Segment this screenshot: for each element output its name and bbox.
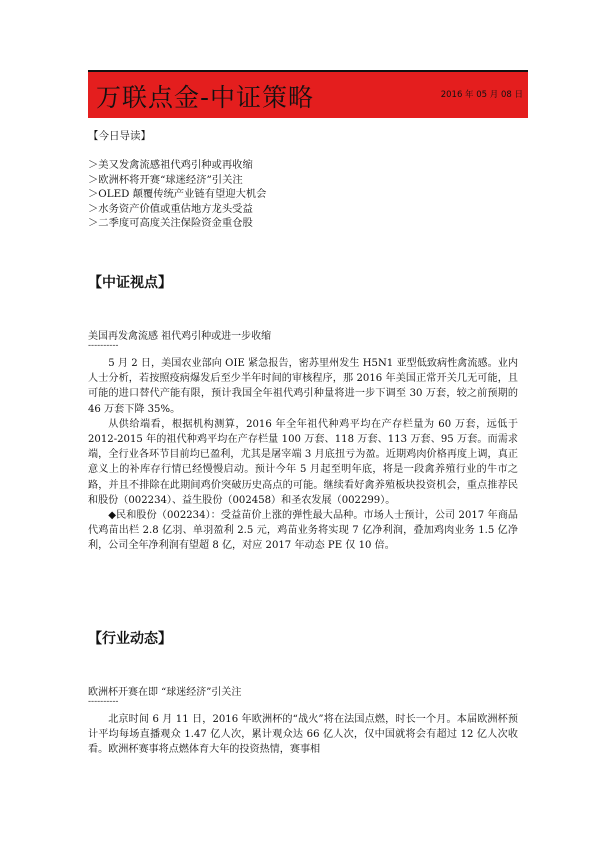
article-body — [88, 712, 518, 758]
paragraph: ◆民和股份（002234）：受益苗价上涨的弹性最大品种。市场人士预计，公司 2017 年商品代鸡苗出栏 2.8 亿羽、单羽盈利 2.5 元，鸡苗业务将实现 7 亿净利润，叠加鸡肉业务 1.5 亿净利，公司全年净利润有望超 8 亿，对应 2017 年动态 PE 仅 10 倍。 — [88, 510, 518, 552]
paragraph: 北京时间 6 月 11 日，2016 年欧洲杯的“战火”将在法国点燃，时长一个月。本届欧洲杯预计平均每场直播观众 1.47 亿人次，累计观众达 66 亿人次，仅中国就将会有超过 12 亿人次收看。欧洲杯赛事将点燃体育大年的投资热情，赛事相 — [88, 714, 518, 756]
article-rule: ---------- — [88, 341, 119, 351]
toc-item: ＞水务资产价值或重估地方龙头受益 — [88, 202, 253, 215]
report-title: 万联点金-中证策略 — [96, 83, 315, 112]
section-title-industry: 【行业动态】 — [88, 631, 172, 647]
toc-heading: 【今日导读】 — [88, 130, 151, 142]
report-date: 2016 年 05 月 08 日 — [440, 90, 523, 100]
report-header — [88, 70, 528, 118]
toc-item: ＞OLED 颠覆传统产业链有望迎大机会 — [88, 188, 267, 201]
toc-item: ＞欧洲杯将开赛“球迷经济”引关注 — [88, 173, 243, 186]
paragraph: 从供给端看，根据机构测算，2016 年全年祖代种鸡平均在产存栏量为 60 万套，远低于 2012-2015 年的祖代种鸡平均在产存栏量 100 万套、118 万套、113 万套、95 万套。而需求端，全行业各环节目前均已盈利，尤其是屠宰端 3 月底扭亏为盈。近期鸡肉价格再度上调，真正意义上的补库存行情已经慢慢启动。预计今年 5 月起至明年底，将是一段禽养殖行业的牛市之路，并且不排除在此期间鸡价突破历史高点的可能。继续看好禽养殖板块投资机会，重点推荐民和股份（002234）、益生股份（002458）和圣农发展（002299）。 — [88, 418, 518, 506]
article-title: 美国再发禽流感 祖代鸡引种或进一步收缩 — [88, 331, 272, 342]
article-body — [88, 356, 518, 554]
toc-item: ＞美又发禽流感祖代鸡引种或再收缩 — [88, 159, 253, 171]
article-rule: ---------- — [88, 697, 119, 707]
paragraph: 5 月 2 日，美国农业部向 OIE 紧急报告，密苏里州发生 H5N1 亚型低致病性禽流感。业内人士分析，若按照疫病爆发后至少半年时间的审核程序，那 2016 年美国正常开关几无可能，且可能的进口替代产能有限，预计我国全年祖代鸡引种量将进一步下调至 30 万套，较之前预期的 46 万套下降 35%。 — [88, 358, 518, 415]
section-title-viewpoint: 【中证视点】 — [88, 275, 172, 291]
toc-item: ＞二季度可高度关注保险资金重仓股 — [88, 217, 253, 230]
article-title: 欧洲杯开赛在即 “球迷经济”引关注 — [88, 687, 242, 698]
toc-list — [88, 158, 266, 231]
